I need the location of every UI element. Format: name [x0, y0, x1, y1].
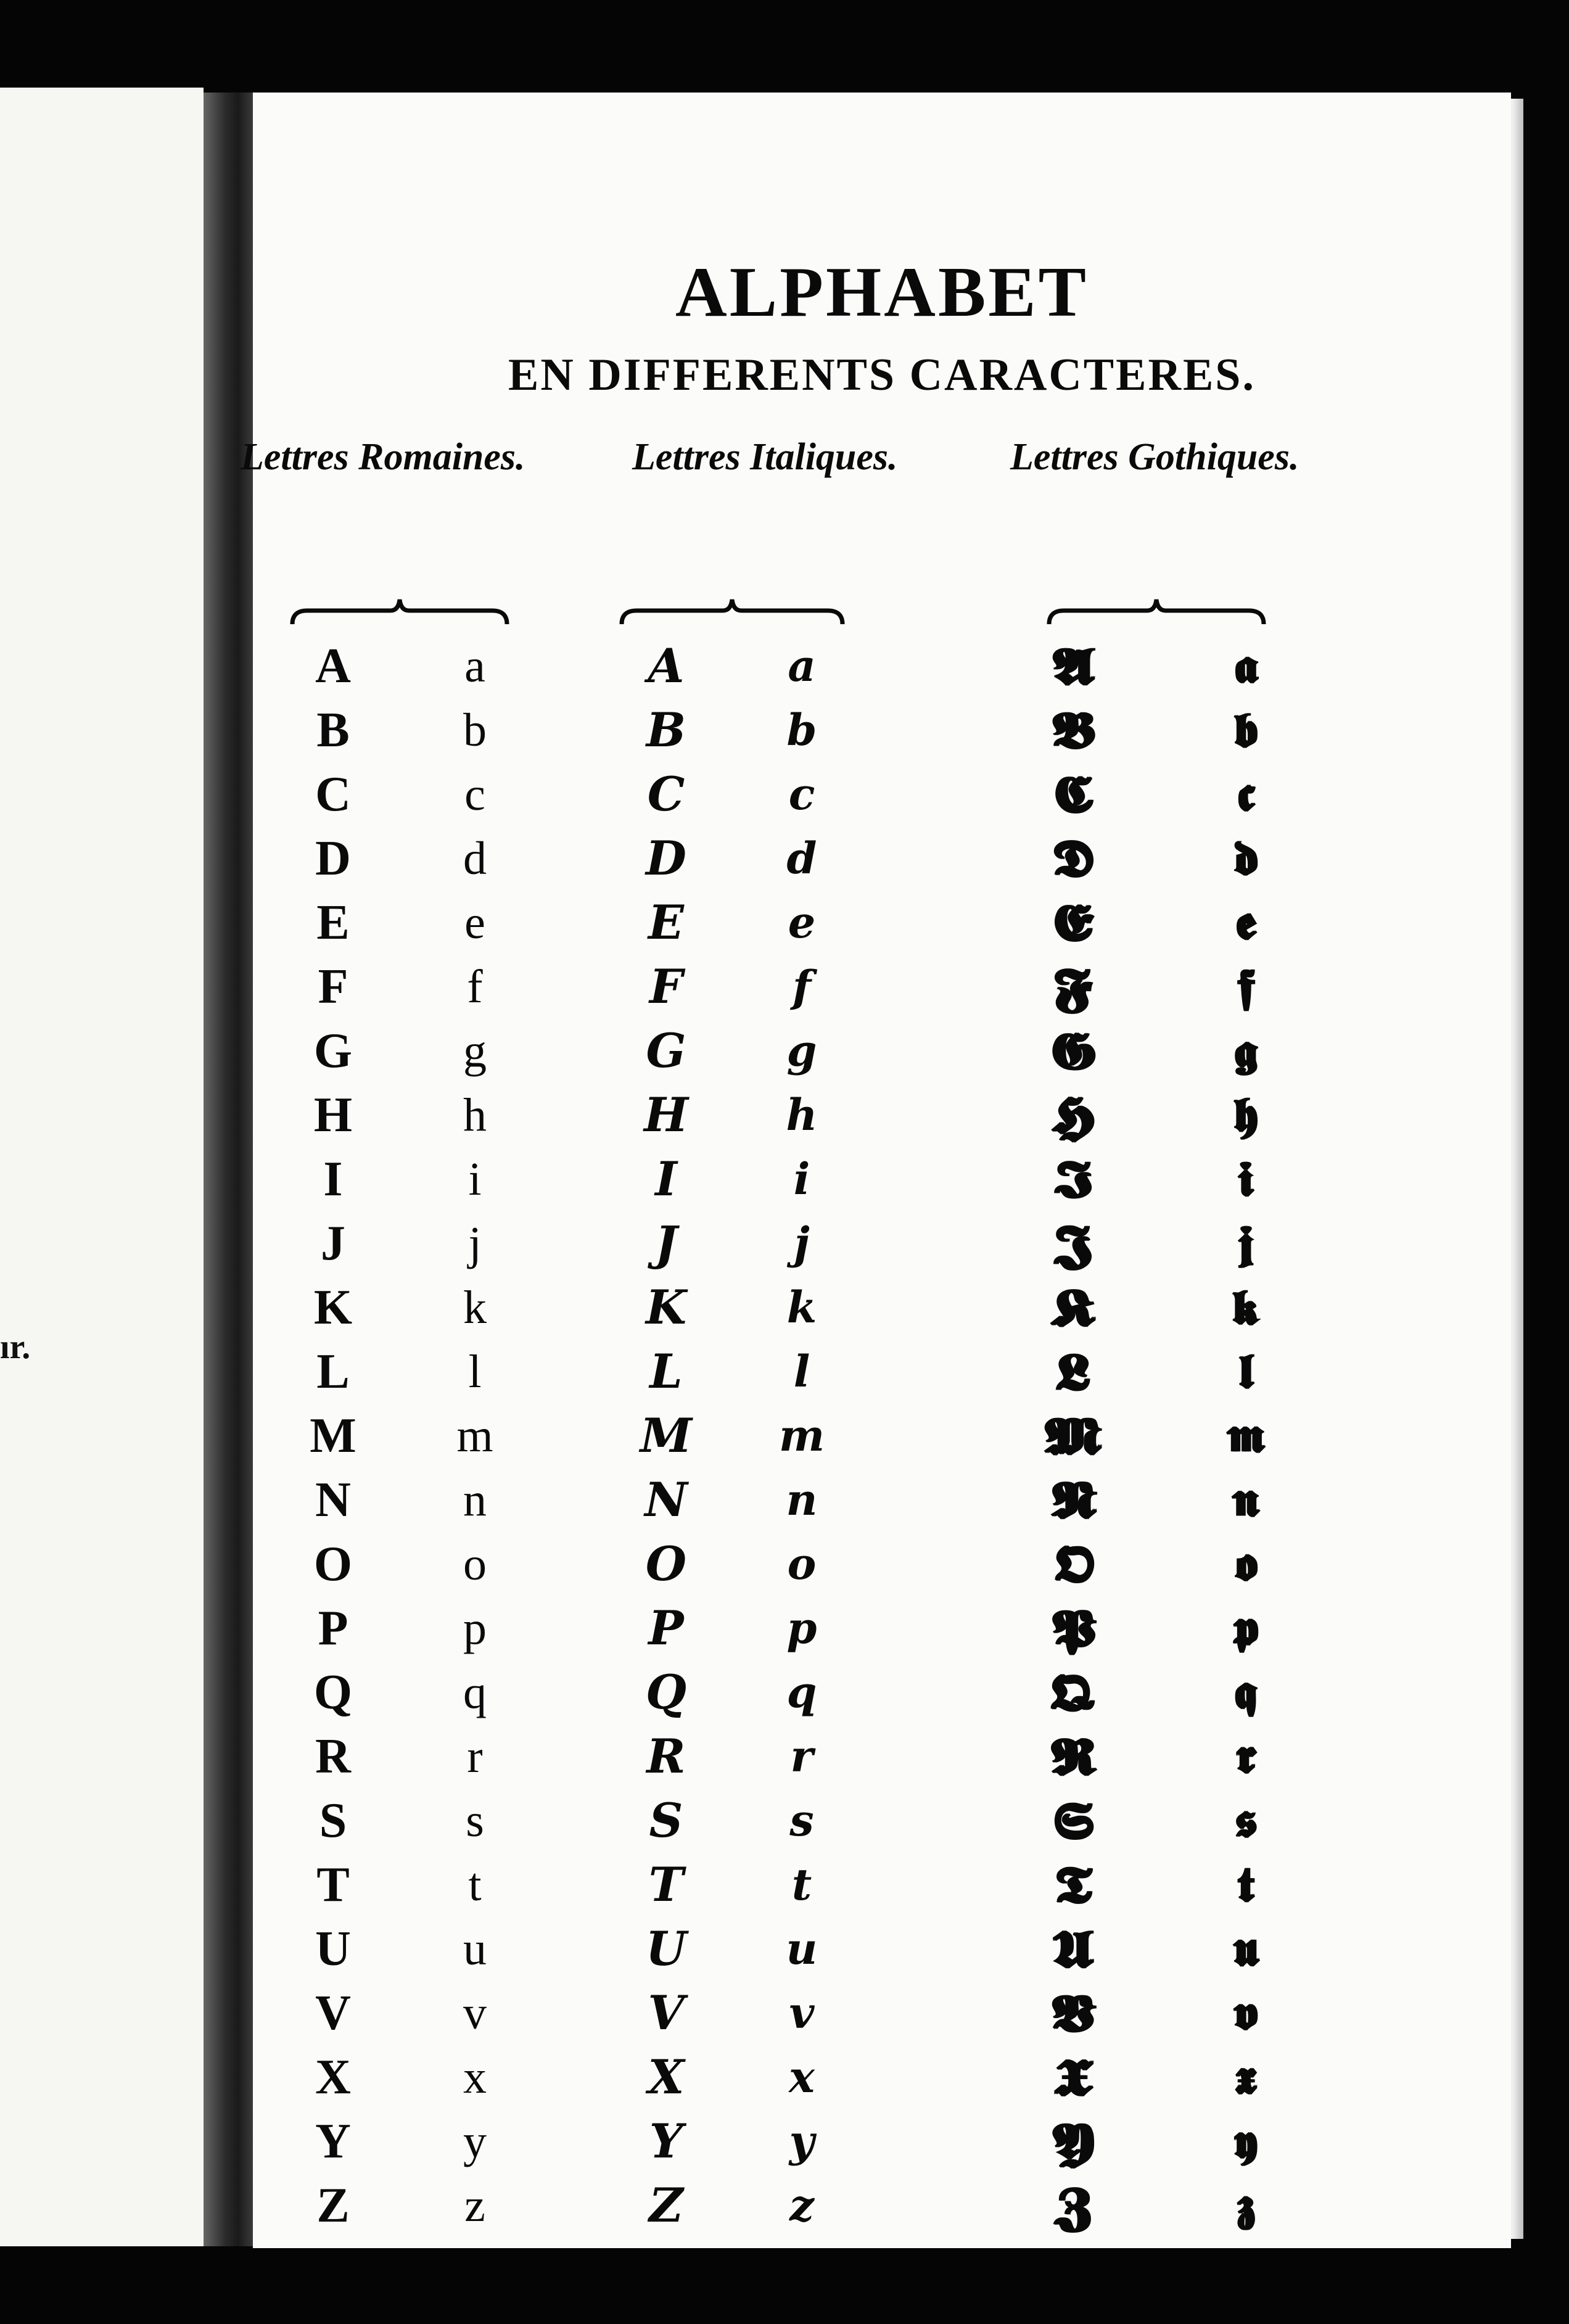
roman-uppercase-letter: I [323, 1152, 343, 1206]
roman-lowercase-letter: l [468, 1346, 482, 1398]
roman-lowercase-letter: c [464, 768, 485, 820]
roman-uppercase-letter: B [316, 703, 350, 757]
italic-lowercase-letter: c [788, 768, 815, 820]
gothic-lowercase-letter: 𝖙 [1238, 1856, 1253, 1913]
roman-lowercase-letter: i [468, 1153, 482, 1205]
italic-lowercase-letter: f [792, 961, 812, 1012]
gothic-lowercase-letter: 𝖆 [1234, 638, 1258, 694]
roman-uppercase-letter: C [315, 767, 351, 822]
gothic-uppercase-letter: 𝕳 [1052, 1084, 1095, 1145]
italic-uppercase-letter: E [648, 895, 684, 950]
roman-uppercase-letter: L [316, 1345, 350, 1399]
roman-lowercase-letter: e [464, 897, 485, 949]
roman-lowercase-letter: s [466, 1795, 484, 1847]
gothic-lowercase-letter: 𝖗 [1236, 1728, 1256, 1784]
gothic-lowercase-letter: 𝖖 [1234, 1664, 1258, 1720]
roman-lowercase-letter: r [467, 1731, 483, 1782]
gothic-lowercase-letter: 𝖐 [1232, 1279, 1259, 1335]
italic-lowercase-letter: e [788, 897, 816, 948]
italic-lowercase-letter: u [786, 1923, 818, 1974]
italic-lowercase-letter: x [789, 2051, 815, 2103]
gothic-lowercase-letter: 𝖋 [1237, 958, 1254, 1015]
italic-uppercase-letter: V [648, 1985, 685, 2040]
italic-lowercase-letter: g [786, 1025, 817, 1076]
roman-header: Lettres Romaines. [241, 436, 525, 478]
gothic-lowercase-letter: 𝖝 [1236, 2049, 1256, 2105]
gothic-lowercase-letter: 𝖌 [1235, 1023, 1257, 1079]
italic-lowercase-letter: n [786, 1474, 818, 1525]
italic-uppercase-letter: Y [649, 2114, 683, 2169]
gothic-lowercase-letter: 𝖉 [1233, 830, 1258, 886]
italic-lowercase-letter: q [786, 1667, 817, 1718]
roman-lowercase-letter: n [463, 1474, 487, 1526]
italic-uppercase-letter: O [645, 1536, 687, 1591]
roman-lowercase-letter: x [463, 2051, 487, 2103]
italic-uppercase-letter: Q [645, 1665, 687, 1720]
italic-lowercase-letter: b [786, 704, 817, 756]
italic-uppercase-letter: S [649, 1793, 683, 1848]
roman-uppercase-letter: Q [313, 1665, 353, 1720]
roman-uppercase-letter: A [315, 639, 351, 693]
italic-lowercase-letter: s [789, 1795, 814, 1846]
roman-uppercase-letter: D [315, 831, 351, 886]
roman-brace [289, 592, 511, 629]
roman-lowercase-letter: z [464, 2180, 485, 2231]
gothic-uppercase-letter: 𝕺 [1053, 1533, 1093, 1594]
roman-lowercase-letter: d [463, 833, 487, 884]
roman-uppercase-letter: X [315, 2050, 351, 2104]
facing-page-text-fragment: ır. [0, 1328, 31, 1366]
gothic-lowercase-letter: 𝖍 [1233, 1087, 1258, 1143]
gothic-uppercase-letter: 𝕸 [1045, 1405, 1101, 1466]
roman-lowercase-letter: v [463, 1987, 487, 2039]
italic-lowercase-column [771, 634, 833, 2238]
page-title: ALPHABET [675, 253, 1089, 332]
italic-lowercase-letter: m [778, 1410, 825, 1461]
gothic-uppercase-letter: 𝕭 [1052, 699, 1095, 760]
roman-uppercase-letter: V [315, 1986, 351, 2040]
gothic-lowercase-letter: 𝖚 [1233, 1921, 1258, 1977]
italic-lowercase-letter: d [786, 833, 817, 884]
roman-lowercase-letter: u [463, 1923, 487, 1975]
gothic-lowercase-letter: 𝖓 [1233, 1472, 1259, 1528]
gothic-lowercase-letter: 𝖎 [1238, 1151, 1253, 1207]
gothic-lowercase-letter: 𝖟 [1237, 2177, 1254, 2233]
gothic-lowercase-letter: 𝖇 [1233, 702, 1258, 758]
gothic-uppercase-letter: 𝕮 [1053, 764, 1093, 825]
gothic-uppercase-letter: 𝕯 [1053, 828, 1093, 889]
italic-lowercase-letter: t [791, 1859, 812, 1910]
roman-lowercase-letter: b [463, 704, 487, 756]
italic-uppercase-column [629, 634, 703, 2238]
gothic-lowercase-letter: 𝖒 [1227, 1407, 1265, 1464]
italic-uppercase-letter: R [646, 1729, 686, 1784]
gothic-uppercase-letter: 𝕽 [1050, 1726, 1096, 1787]
roman-uppercase-letter: U [315, 1922, 351, 1976]
gothic-uppercase-letter: 𝕷 [1056, 1341, 1090, 1402]
page-subtitle: EN DIFFERENTS CARACTERES. [508, 350, 1256, 400]
gothic-uppercase-letter: 𝖄 [1052, 2111, 1095, 2172]
italic-uppercase-letter: J [655, 1216, 677, 1271]
roman-uppercase-letter: H [313, 1088, 353, 1142]
gothic-lowercase-letter: 𝖞 [1235, 2113, 1257, 2169]
italic-header: Lettres Italiques. [632, 436, 898, 478]
gothic-uppercase-letter: 𝖀 [1053, 1918, 1093, 1979]
italic-uppercase-letter: G [646, 1023, 686, 1078]
italic-lowercase-letter: l [793, 1346, 810, 1397]
gothic-lowercase-letter: 𝖈 [1237, 766, 1254, 822]
italic-uppercase-letter: N [644, 1472, 688, 1527]
gothic-uppercase-letter: 𝕻 [1052, 1597, 1095, 1659]
roman-lowercase-letter: g [463, 1025, 487, 1077]
italic-uppercase-letter: X [648, 2050, 685, 2104]
italic-uppercase-letter: F [649, 959, 683, 1014]
gothic-lowercase-column [1209, 634, 1283, 2238]
alphabet-page [241, 93, 1511, 2248]
italic-uppercase-letter: T [648, 1857, 684, 1912]
gothic-lowercase-letter: 𝖏 [1238, 1215, 1253, 1271]
roman-uppercase-letter: F [318, 960, 348, 1014]
book-gutter [204, 93, 253, 2246]
facing-page [0, 88, 204, 2246]
gothic-uppercase-letter: 𝖅 [1054, 2175, 1092, 2236]
gothic-lowercase-letter: 𝖔 [1235, 1536, 1257, 1592]
italic-uppercase-letter: B [646, 703, 686, 757]
italic-lowercase-letter: r [790, 1731, 813, 1782]
roman-lowercase-letter: a [464, 640, 485, 692]
italic-lowercase-letter: a [788, 640, 816, 691]
gothic-lowercase-letter: 𝖛 [1233, 1985, 1258, 2041]
roman-uppercase-letter: J [321, 1216, 345, 1271]
roman-uppercase-letter: M [310, 1409, 356, 1463]
italic-uppercase-letter: A [648, 638, 685, 693]
italic-lowercase-letter: v [789, 1987, 815, 2038]
roman-lowercase-column [444, 634, 506, 2238]
gothic-uppercase-letter: 𝕲 [1050, 1020, 1096, 1081]
roman-uppercase-letter: P [318, 1601, 348, 1655]
gothic-lowercase-letter: 𝖕 [1233, 1600, 1259, 1656]
italic-uppercase-letter: U [645, 1921, 687, 1976]
roman-uppercase-letter: G [313, 1024, 353, 1078]
gothic-uppercase-letter: 𝕹 [1050, 1469, 1096, 1530]
roman-uppercase-letter: Y [315, 2114, 351, 2169]
roman-lowercase-letter: m [456, 1410, 493, 1462]
roman-lowercase-letter: f [467, 961, 483, 1013]
gothic-uppercase-letter: 𝕾 [1053, 1790, 1093, 1851]
roman-lowercase-letter: o [463, 1538, 487, 1590]
roman-lowercase-letter: h [463, 1089, 487, 1141]
gothic-header: Lettres Gothiques. [1010, 436, 1299, 478]
roman-uppercase-column [302, 634, 364, 2238]
italic-lowercase-letter: j [794, 1218, 810, 1269]
italic-uppercase-letter: P [648, 1601, 684, 1655]
roman-lowercase-letter: k [463, 1282, 487, 1333]
roman-lowercase-letter: j [468, 1218, 482, 1269]
italic-brace [618, 592, 846, 629]
roman-uppercase-letter: N [315, 1473, 351, 1527]
gothic-lowercase-letter: 𝖑 [1238, 1343, 1253, 1399]
roman-lowercase-letter: p [463, 1602, 487, 1654]
roman-uppercase-letter: R [315, 1729, 351, 1784]
italic-uppercase-letter: H [644, 1087, 688, 1142]
italic-uppercase-letter: Z [649, 2178, 683, 2233]
italic-lowercase-letter: k [786, 1282, 817, 1333]
italic-uppercase-letter: K [645, 1280, 687, 1335]
gothic-uppercase-letter: 𝕿 [1055, 1854, 1092, 1915]
italic-lowercase-letter: o [787, 1538, 817, 1589]
italic-uppercase-letter: D [646, 831, 686, 886]
italic-uppercase-letter: C [647, 767, 685, 822]
roman-uppercase-letter: E [316, 896, 350, 950]
roman-lowercase-letter: q [463, 1667, 487, 1718]
roman-uppercase-letter: K [313, 1280, 353, 1335]
italic-lowercase-letter: i [793, 1153, 810, 1205]
italic-uppercase-letter: M [640, 1408, 693, 1463]
italic-uppercase-letter: I [655, 1152, 677, 1206]
roman-uppercase-letter: T [316, 1858, 350, 1912]
roman-lowercase-letter: t [468, 1859, 482, 1911]
gothic-lowercase-letter: 𝖘 [1235, 1792, 1257, 1848]
gothic-uppercase-column [1030, 634, 1116, 2238]
roman-lowercase-letter: y [463, 2116, 487, 2167]
gothic-brace [1045, 592, 1267, 629]
roman-uppercase-letter: Z [316, 2178, 350, 2233]
italic-lowercase-letter: y [789, 2116, 815, 2167]
gothic-uppercase-letter: 𝕵 [1055, 1213, 1092, 1274]
gothic-uppercase-letter: 𝕶 [1052, 1277, 1095, 1338]
gothic-uppercase-letter: 𝖁 [1052, 1982, 1095, 2043]
gothic-uppercase-letter: 𝕼 [1050, 1662, 1097, 1723]
gothic-uppercase-letter: 𝕴 [1055, 1148, 1092, 1209]
italic-lowercase-letter: h [786, 1089, 818, 1140]
gothic-uppercase-letter: 𝕱 [1055, 956, 1092, 1017]
italic-lowercase-letter: p [786, 1602, 817, 1654]
italic-uppercase-letter: L [649, 1344, 683, 1399]
roman-uppercase-letter: O [313, 1537, 353, 1591]
gothic-uppercase-letter: 𝖃 [1055, 2046, 1092, 2108]
gothic-uppercase-letter: 𝕰 [1053, 892, 1093, 953]
roman-uppercase-letter: S [319, 1794, 347, 1848]
gothic-lowercase-letter: 𝖊 [1236, 894, 1256, 950]
italic-lowercase-letter: z [789, 2180, 814, 2231]
gothic-uppercase-letter: 𝕬 [1052, 635, 1095, 696]
